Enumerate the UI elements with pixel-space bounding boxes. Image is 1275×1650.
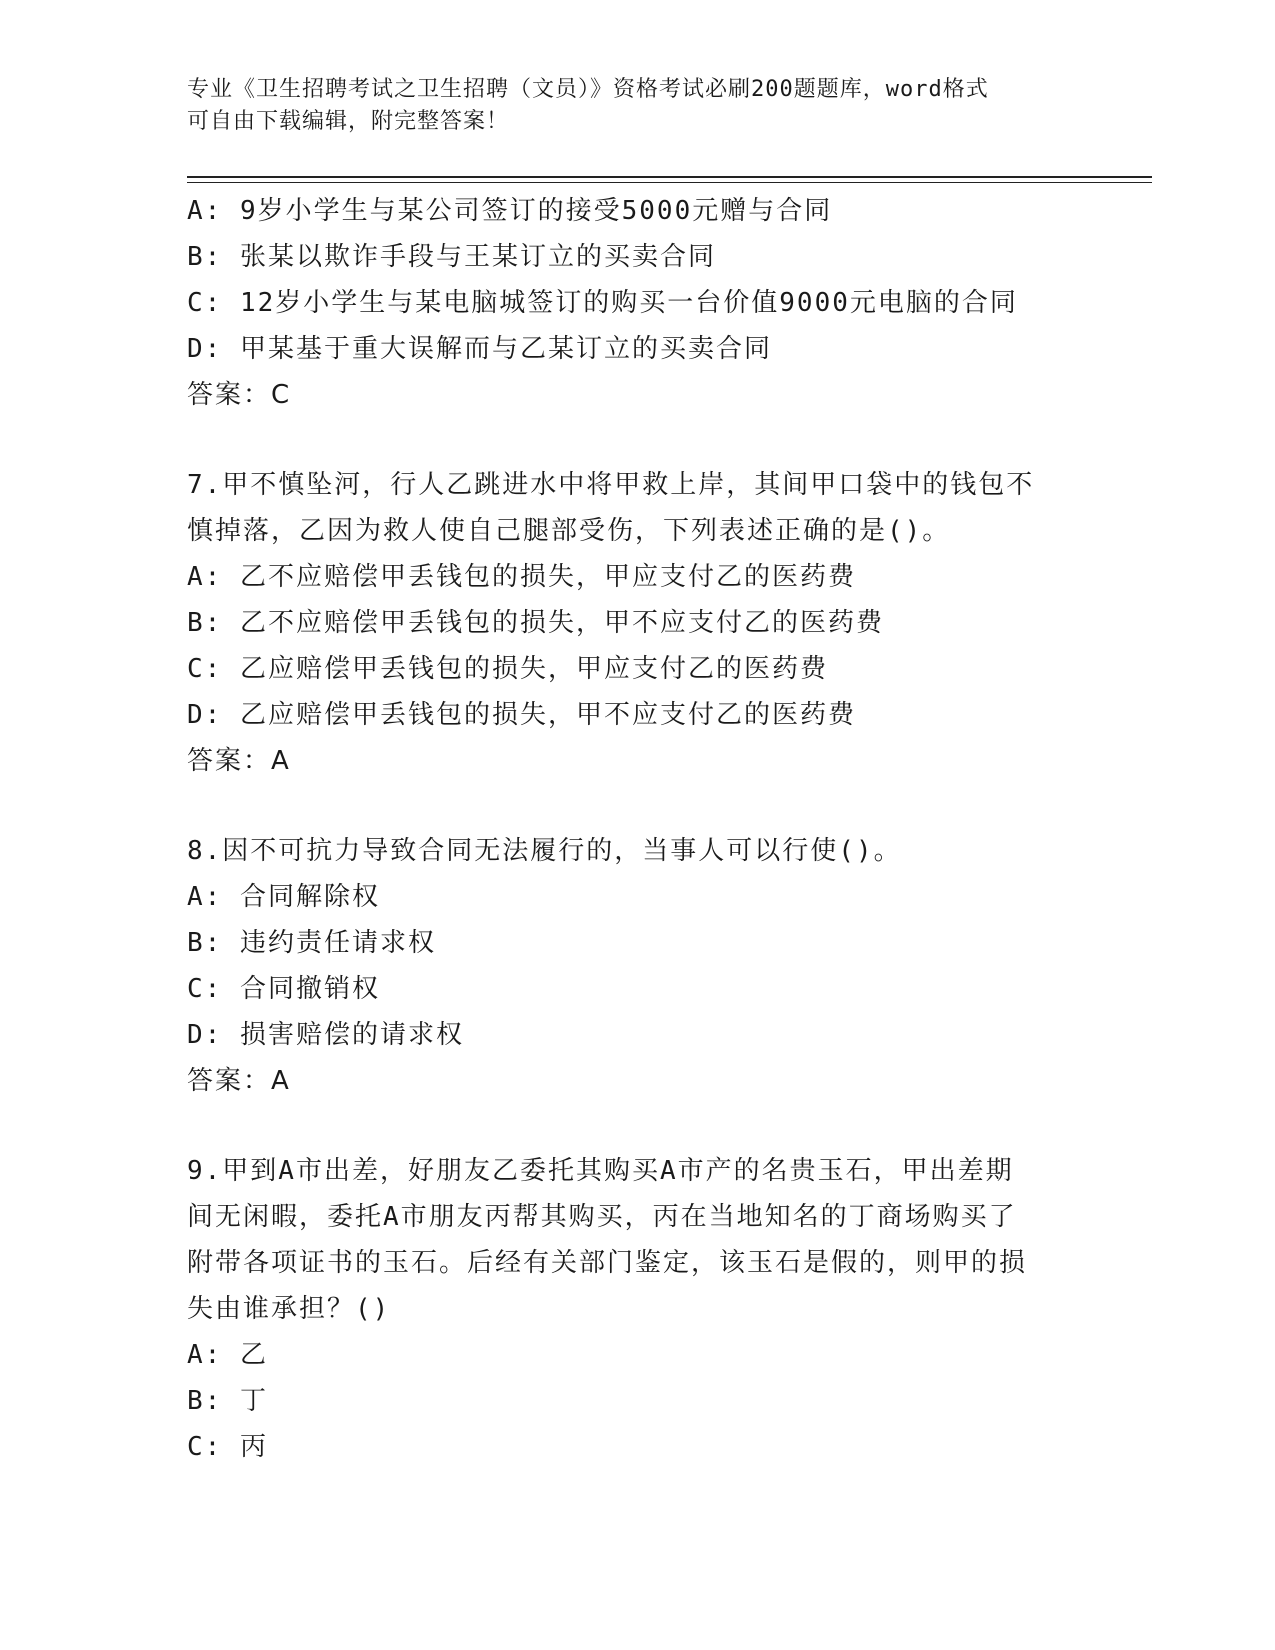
- question-stem-line: 慎掉落，乙因为救人使自己腿部受伤，下列表述正确的是()。: [187, 516, 951, 546]
- option-a: A: 合同解除权: [187, 882, 380, 912]
- option-c: C: 丙: [187, 1432, 268, 1462]
- question-stem-line: 失由谁承担？(): [187, 1294, 391, 1324]
- question-stem-line: 9.甲到A市出差，好朋友乙委托其购买A市产的名贵玉石，甲出差期: [187, 1156, 1014, 1186]
- document-header: [187, 74, 1067, 138]
- option-b: B: 违约责任请求权: [187, 928, 436, 958]
- spacer: [187, 418, 1067, 462]
- option-d: D: 甲某基于重大误解而与乙某订立的买卖合同: [187, 334, 772, 364]
- option-a: A: 乙: [187, 1340, 268, 1370]
- option-b: B: 丁: [187, 1386, 268, 1416]
- header-line-1: 专业《卫生招聘考试之卫生招聘（文员）》资格考试必刷200题题库，word格式: [187, 77, 989, 102]
- option-b: B: 张某以欺诈手段与王某订立的买卖合同: [187, 242, 716, 272]
- option-d: D: 损害赔偿的请求权: [187, 1020, 464, 1050]
- answer: 答案：A: [187, 1066, 291, 1096]
- question-content: [187, 188, 1067, 1470]
- option-a: A: 9岁小学生与某公司签订的接受5000元赠与合同: [187, 196, 833, 226]
- spacer: [187, 1104, 1067, 1148]
- option-c: C: 乙应赔偿甲丢钱包的损失，甲应支付乙的医药费: [187, 654, 828, 684]
- header-line-2: 可自由下载编辑，附完整答案！: [187, 109, 510, 134]
- header-divider-thick: [187, 176, 1152, 178]
- question-7: [187, 462, 1067, 784]
- spacer: [187, 784, 1067, 828]
- question-stem-line: 7.甲不慎坠河，行人乙跳进水中将甲救上岸，其间甲口袋中的钱包不: [187, 470, 1035, 500]
- question-stem-line: 8.因不可抗力导致合同无法履行的，当事人可以行使()。: [187, 836, 902, 866]
- answer: 答案：A: [187, 746, 291, 776]
- question-8: [187, 828, 1067, 1104]
- header-divider-thin: [187, 182, 1152, 183]
- option-b: B: 乙不应赔偿甲丢钱包的损失，甲不应支付乙的医药费: [187, 608, 884, 638]
- question-6: [187, 188, 1067, 418]
- option-d: D: 乙应赔偿甲丢钱包的损失，甲不应支付乙的医药费: [187, 700, 856, 730]
- answer: 答案：C: [187, 380, 292, 410]
- question-stem-line: 间无闲暇，委托A市朋友丙帮其购买，丙在当地知名的丁商场购买了: [187, 1202, 1017, 1232]
- question-stem-line: 附带各项证书的玉石。后经有关部门鉴定，该玉石是假的，则甲的损: [187, 1248, 1028, 1278]
- option-c: C: 12岁小学生与某电脑城签订的购买一台价值9000元电脑的合同: [187, 288, 1018, 318]
- question-9: [187, 1148, 1067, 1470]
- option-a: A: 乙不应赔偿甲丢钱包的损失，甲应支付乙的医药费: [187, 562, 856, 592]
- option-c: C: 合同撤销权: [187, 974, 380, 1004]
